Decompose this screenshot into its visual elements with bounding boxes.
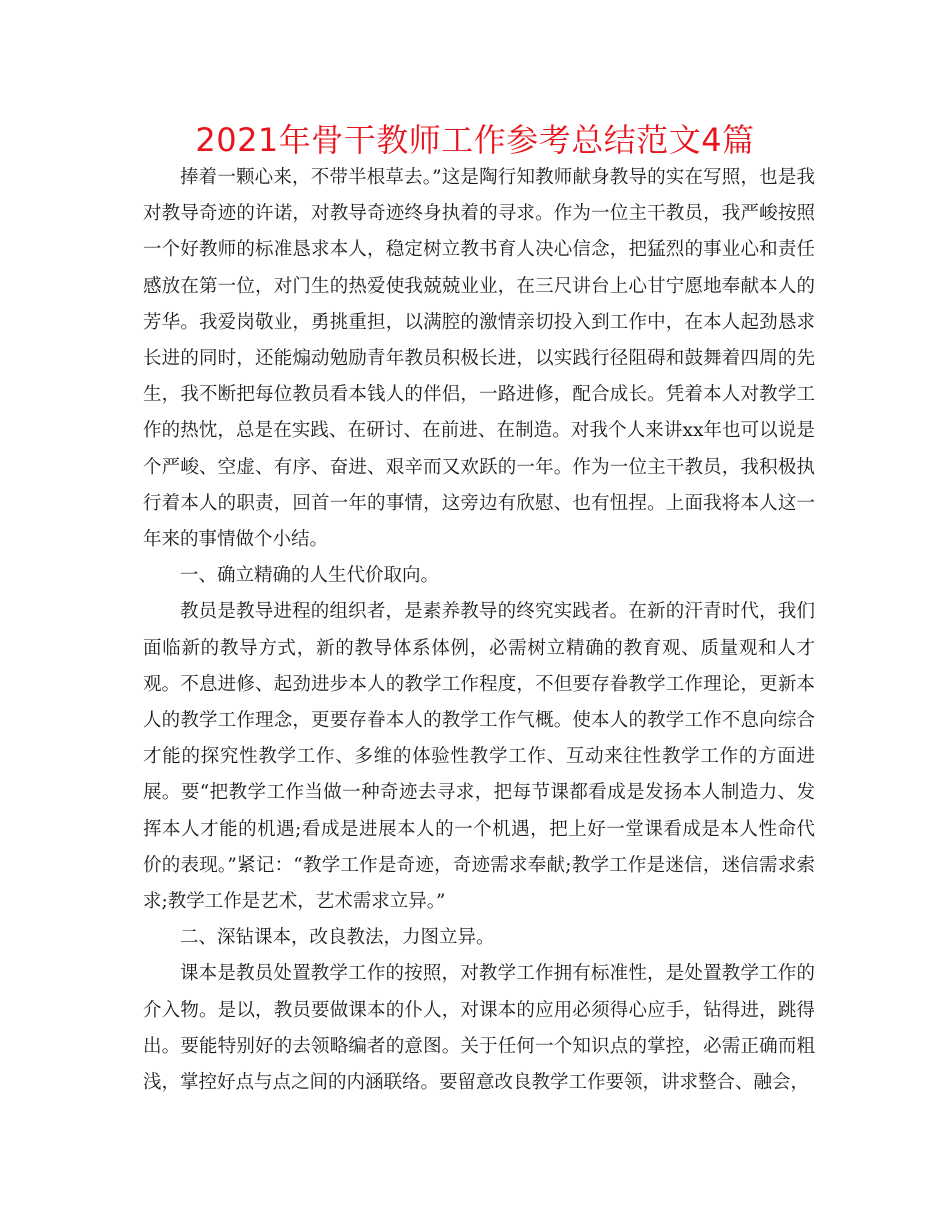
section-heading-1: 一、确立精确的人生代价取向。: [180, 565, 440, 587]
document-title: 2021年骨干教师工作参考总结范文4篇: [195, 121, 755, 159]
document-body: [143, 160, 815, 1101]
paragraph-intro: 捧着一颗心来，不带半根草去。”这是陶行知教师献身教导的实在写照，也是我对教导奇迹的许诺，对教导奇迹终身执着的寻求。作为一位主干教员，我严峻按照一个好教师的标准恳求本人，稳定树立教书育人决心信念，把猛烈的事业心和责任感放在第一位，对门生的热爱使我兢兢业业，在三尺讲台上心甘宁愿地奉献本人的芳华。我爱岗敬业，勇挑重担，以满腔的激情亲切投入到工作中，在本人起劲恳求长进的同时，还能煽动勉励青年教员积极长进，以实践行径阻碍和鼓舞着四周的先生，我不断把每位教员看本钱人的伴侣，一路进修，配合成长。凭着本人对教学工作的热忱，总是在实践、在研讨、在前进、在制造。对我个人来讲xx年也可以说是个严峻、空虚、有序、奋进、艰辛而又欢跃的一年。作为一位主干教员，我积极执行着本人的职责，回首一年的事情，这旁边有欣慰、也有忸捏。上面我将本人这一年来的事情做个小结。: [143, 167, 815, 551]
section-heading-2: 二、深钻课本，改良教法，力图立异。: [180, 927, 495, 949]
paragraph-section-1: 教员是教导进程的组织者，是素养教导的终究实践者。在新的汗青时代，我们面临新的教导方式，新的教导体系体例，必需树立精确的教育观、质量观和人才观。不息进修、起劲进步本人的教学工作程度，不但要存眷教学工作理论，更新本人的教学工作理念，更要存眷本人的教学工作气概。使本人的教学工作不息向综合才能的探究性教学工作、多维的体验性教学工作、互动来往性教学工作的方面进展。要“把教学工作当做一种奇迹去寻求，把每节课都看成是发扬本人制造力、发挥本人才能的机遇;看成是进展本人的一个机遇，把上好一堂课看成是本人性命代价的表现。”紧记：“教学工作是奇迹，奇迹需求奉献;教学工作是迷信，迷信需求索求;教学工作是艺术，艺术需求立异。”: [143, 601, 815, 913]
paragraph-section-2: 课本是教员处置教学工作的按照，对教学工作拥有标准性，是处置教学工作的介入物。是以，教员要做课本的仆人，对课本的应用必须得心应手，钻得进，跳得出。要能特别好的去领略编者的意图。关于任何一个知识点的掌控，必需正确而粗浅，掌控好点与点之间的内涵联络。要留意改良教学工作要领，讲求整合、融会，: [143, 963, 815, 1094]
